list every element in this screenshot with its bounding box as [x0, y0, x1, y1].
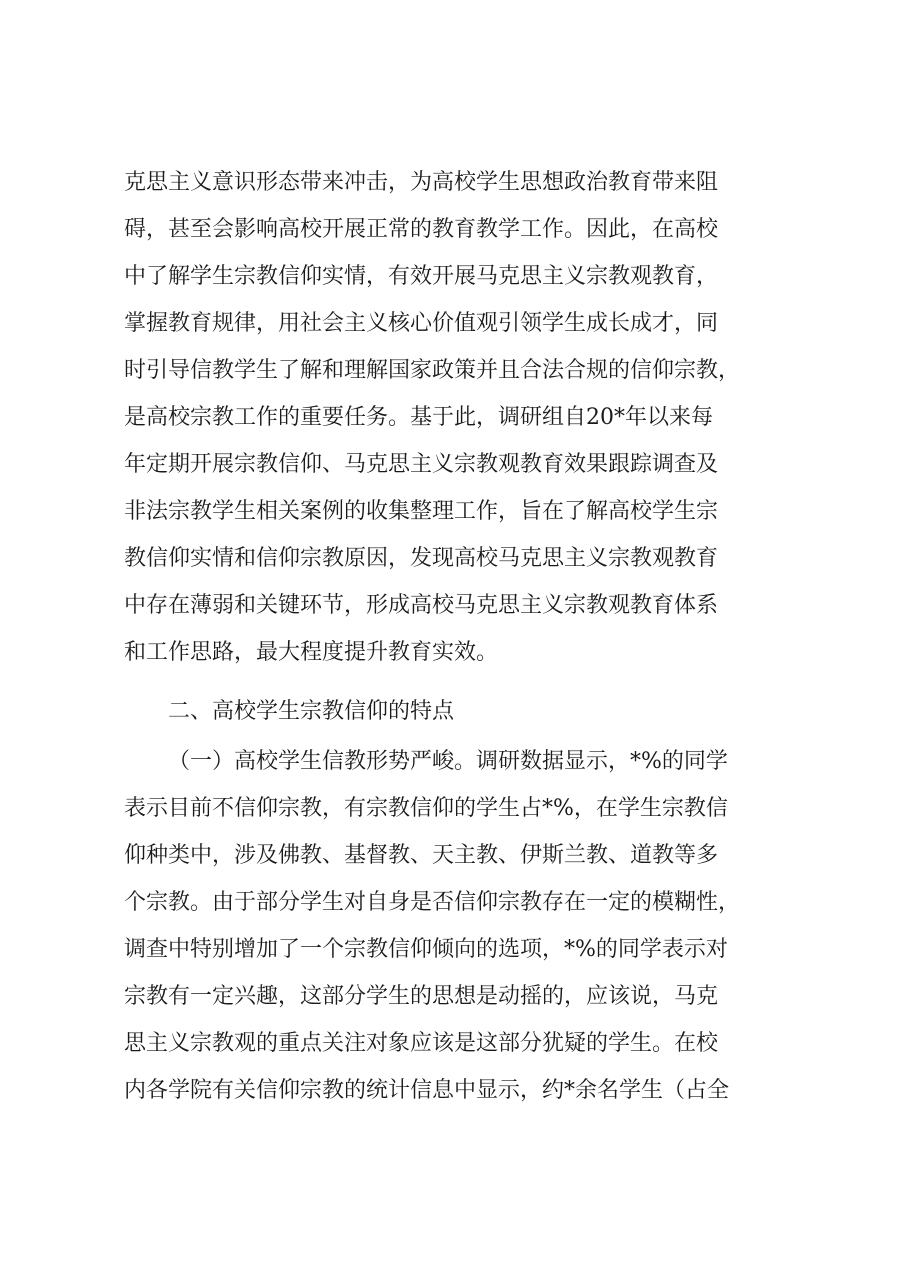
paragraph-line: 和工作思路，最大程度提升教育实效。	[124, 640, 499, 665]
subsection-line: 思主义宗教观的重点关注对象应该是这部分犹疑的学生。在校	[124, 1031, 719, 1056]
subsection-line: 宗教有一定兴趣，这部分学生的思想是动摇的，应该说，马克	[124, 984, 719, 1009]
subsection-line: 仰种类中，涉及佛教、基督教、天主教、伊斯兰教、道教等多	[124, 843, 719, 868]
paragraph-line: 时引导信教学生了解和理解国家政策并且合法合规的信仰宗教，	[124, 358, 741, 383]
subsection-line: 调查中特别增加了一个宗教信仰倾向的选项，*%的同学表示对	[124, 937, 728, 962]
subsection-line: （一）高校学生信教形势严峻。调研数据显示，*%的同学	[168, 749, 728, 774]
subsection-line: 表示目前不信仰宗教，有宗教信仰的学生占*%，在学生宗教信	[124, 796, 728, 821]
paragraph-line: 是高校宗教工作的重要任务。基于此，调研组自20*年以来每	[124, 405, 713, 430]
paragraph-line: 碍，甚至会影响高校开展正常的教育教学工作。因此，在高校	[124, 217, 719, 242]
paragraph-line: 非法宗教学生相关案例的收集整理工作，旨在了解高校学生宗	[124, 499, 719, 524]
subsection-line: 内各学院有关信仰宗教的统计信息中显示，约*余名学生（占全	[124, 1078, 730, 1103]
subsection-line: 个宗教。由于部分学生对自身是否信仰宗教存在一定的模糊性，	[124, 890, 741, 915]
paragraph-line: 教信仰实情和信仰宗教原因，发现高校马克思主义宗教观教育	[124, 546, 719, 571]
section-heading: 二、高校学生宗教信仰的特点	[168, 699, 455, 724]
paragraph-line: 年定期开展宗教信仰、马克思主义宗教观教育效果跟踪调查及	[124, 452, 719, 477]
paragraph-line: 掌握教育规律，用社会主义核心价值观引领学生成长成才，同	[124, 311, 719, 336]
paragraph-line: 克思主义意识形态带来冲击，为高校学生思想政治教育带来阻	[124, 170, 719, 195]
paragraph-line: 中了解学生宗教信仰实情，有效开展马克思主义宗教观教育，	[124, 264, 719, 289]
paragraph-line: 中存在薄弱和关键环节，形成高校马克思主义宗教观教育体系	[124, 593, 719, 618]
